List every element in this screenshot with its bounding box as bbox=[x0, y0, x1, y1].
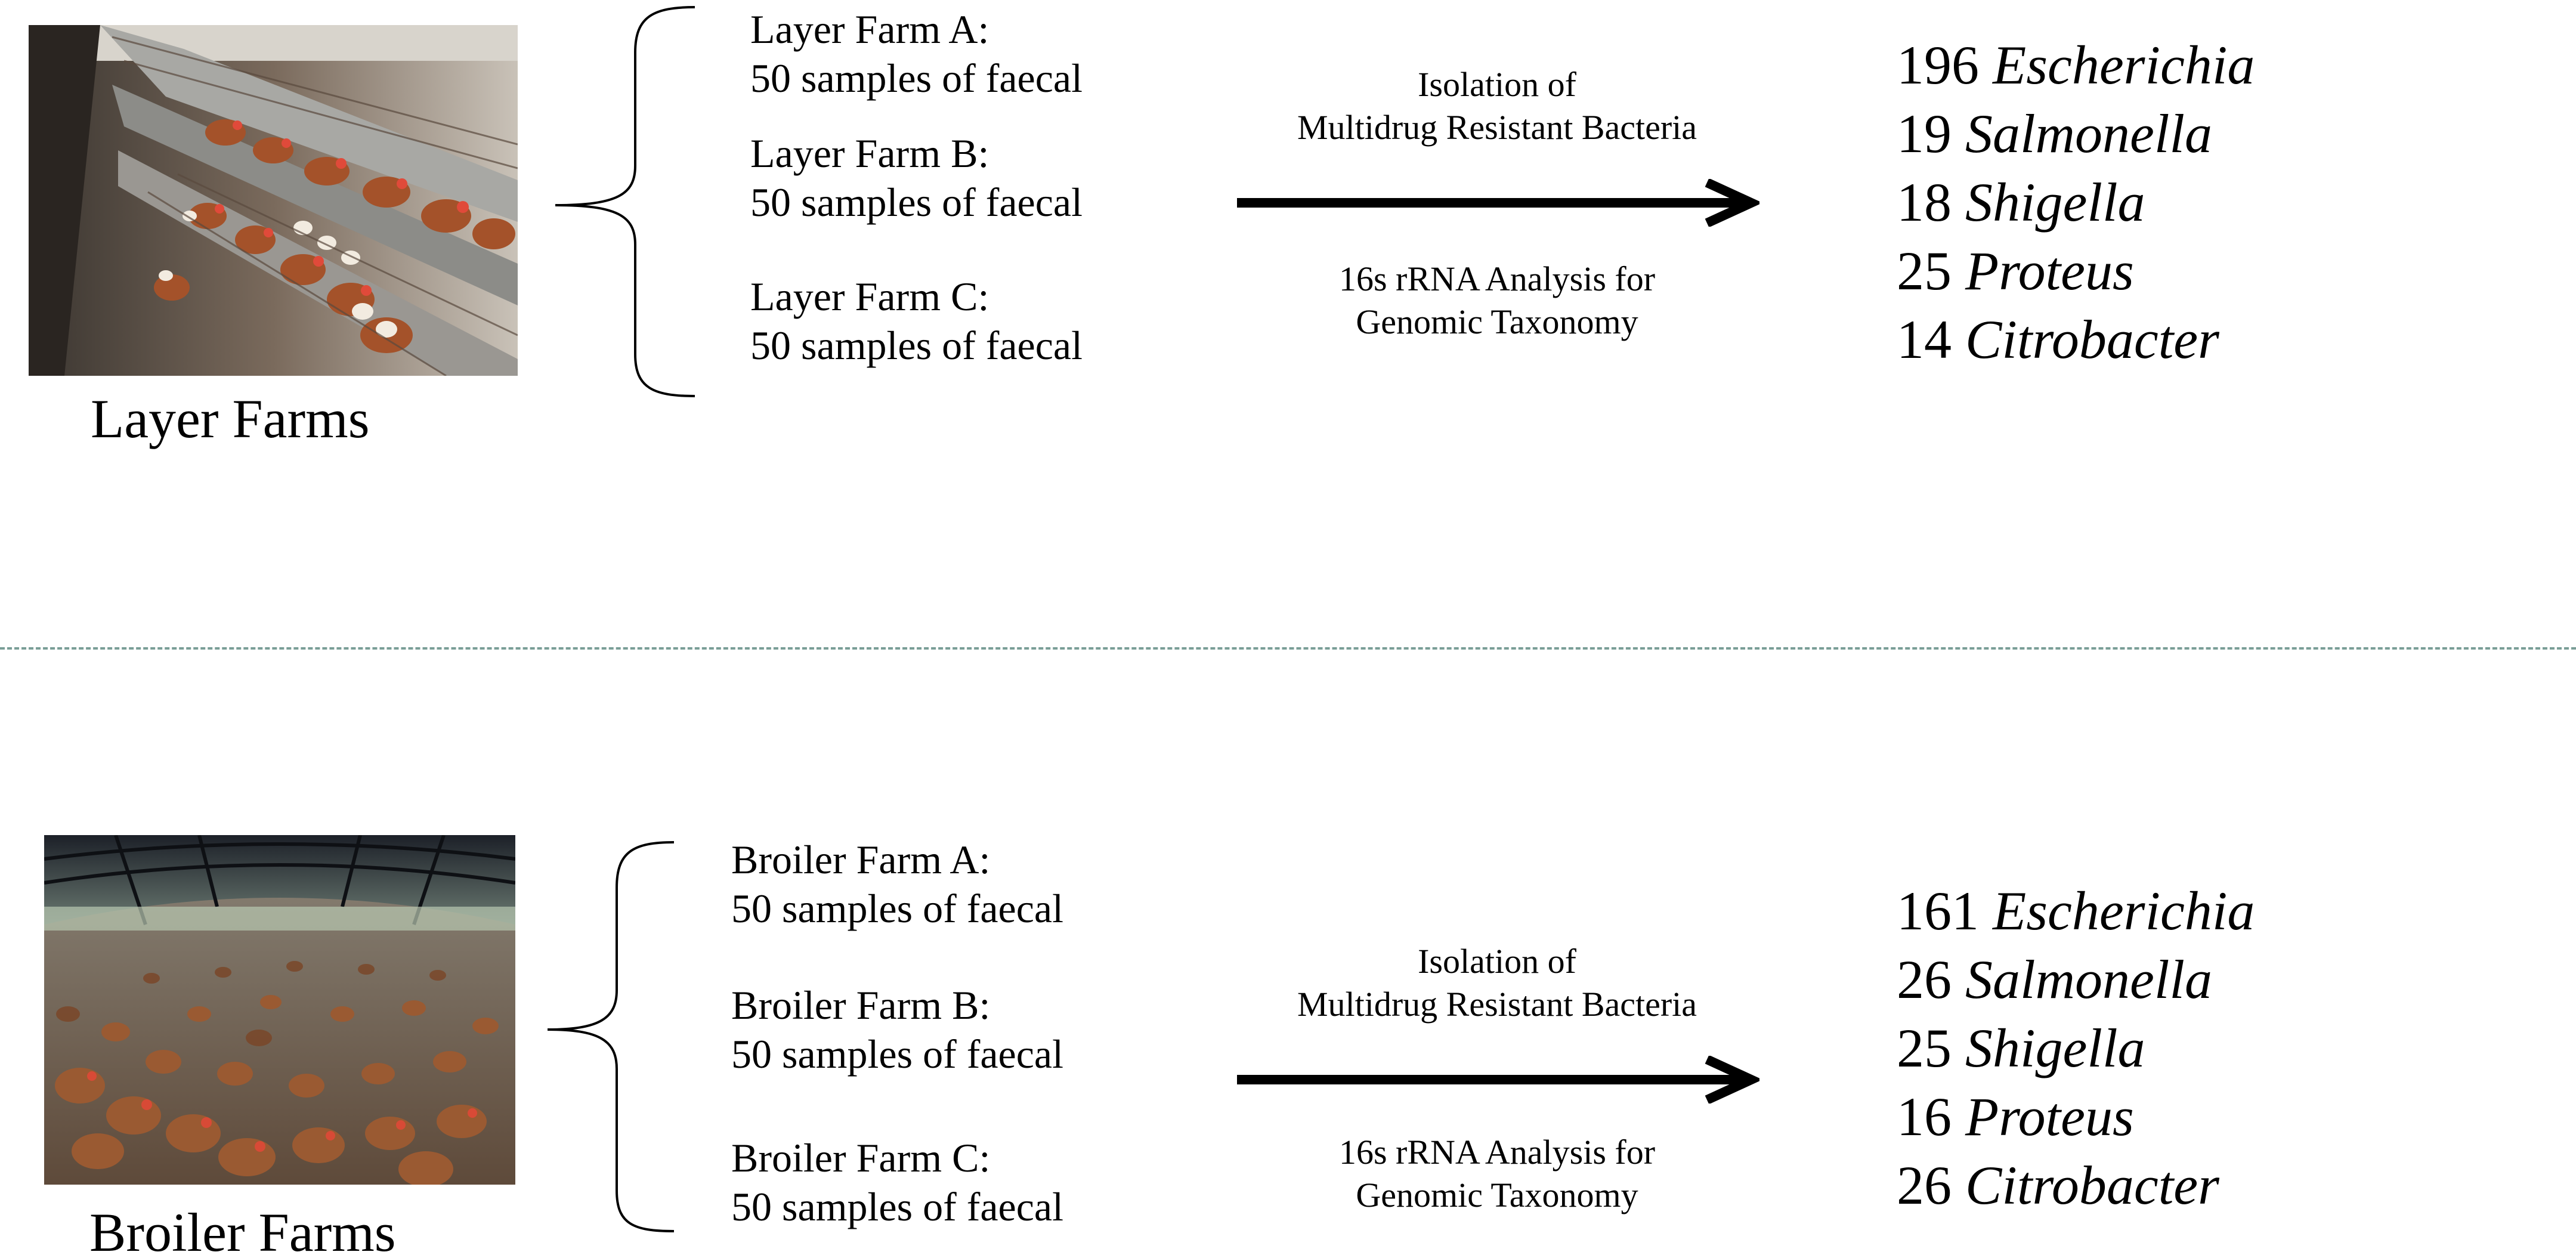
broiler-farm-a bbox=[731, 835, 1063, 933]
result-row bbox=[1897, 168, 2255, 237]
broiler-farms-brace bbox=[544, 840, 699, 1234]
layer-farm-c bbox=[750, 272, 1083, 370]
result-row bbox=[1897, 237, 2255, 305]
result-count: 26 bbox=[1897, 1155, 1952, 1216]
result-count: 14 bbox=[1897, 309, 1952, 370]
farm-samples: 50 samples of faecal bbox=[731, 886, 1063, 931]
process-line: 16s rRNA Analysis for bbox=[1338, 1133, 1656, 1172]
process-line: 16s rRNA Analysis for bbox=[1338, 259, 1656, 298]
process-line: Multidrug Resistant Bacteria bbox=[1297, 985, 1697, 1024]
layer-farm-photo bbox=[29, 25, 518, 376]
result-row bbox=[1897, 945, 2255, 1014]
farm-name: Broiler Farm C: bbox=[731, 1135, 991, 1180]
result-genus: Salmonella bbox=[1965, 103, 2212, 164]
farm-name: Layer Farm B: bbox=[750, 131, 989, 176]
farm-name: Layer Farm C: bbox=[750, 274, 989, 319]
process-line: Multidrug Resistant Bacteria bbox=[1297, 108, 1697, 147]
result-row bbox=[1897, 1151, 2255, 1220]
result-genus: Citrobacter bbox=[1965, 309, 2219, 370]
broiler-process-label-top bbox=[1199, 940, 1795, 1026]
result-genus: Escherichia bbox=[1993, 880, 2255, 941]
result-genus: Citrobacter bbox=[1965, 1155, 2219, 1216]
result-count: 161 bbox=[1897, 880, 1979, 941]
broiler-farm-c bbox=[731, 1133, 1063, 1231]
result-row bbox=[1897, 100, 2255, 168]
layer-farm-a bbox=[750, 5, 1083, 103]
result-count: 196 bbox=[1897, 35, 1979, 95]
farm-name: Layer Farm A: bbox=[750, 7, 989, 52]
farm-name: Broiler Farm A: bbox=[731, 837, 991, 882]
result-genus: Proteus bbox=[1965, 240, 2134, 301]
layer-process-label-top bbox=[1199, 63, 1795, 149]
section-divider bbox=[0, 647, 2576, 650]
layer-farms-brace bbox=[552, 5, 707, 398]
broiler-process-arrow bbox=[1235, 1056, 1759, 1104]
result-genus: Proteus bbox=[1965, 1086, 2134, 1147]
layer-farms-panel bbox=[0, 0, 2576, 596]
process-line: Genomic Taxonomy bbox=[1356, 1176, 1638, 1214]
layer-process-label-bottom bbox=[1199, 258, 1795, 344]
result-count: 25 bbox=[1897, 240, 1952, 301]
farm-samples: 50 samples of faecal bbox=[750, 55, 1083, 101]
layer-farm-b bbox=[750, 129, 1083, 227]
process-line: Isolation of bbox=[1418, 942, 1576, 981]
process-line: Isolation of bbox=[1418, 65, 1576, 104]
result-genus: Salmonella bbox=[1965, 949, 2212, 1010]
result-row bbox=[1897, 1083, 2255, 1151]
result-count: 18 bbox=[1897, 172, 1952, 233]
broiler-house-chickens-photo-icon bbox=[44, 835, 515, 1185]
broiler-farms-caption: Broiler Farms bbox=[89, 1202, 396, 1258]
farm-samples: 50 samples of faecal bbox=[750, 180, 1083, 225]
result-genus: Shigella bbox=[1965, 1018, 2145, 1078]
result-row bbox=[1897, 31, 2255, 100]
result-count: 16 bbox=[1897, 1086, 1952, 1147]
layer-results-list bbox=[1897, 31, 2255, 374]
result-genus: Shigella bbox=[1965, 172, 2145, 233]
result-row bbox=[1897, 1014, 2255, 1083]
broiler-process-label-bottom bbox=[1199, 1131, 1795, 1217]
layer-cage-hens-photo-icon bbox=[29, 25, 518, 376]
result-count: 25 bbox=[1897, 1018, 1952, 1078]
process-line: Genomic Taxonomy bbox=[1356, 302, 1638, 341]
broiler-results-list bbox=[1897, 877, 2255, 1220]
result-genus: Escherichia bbox=[1993, 35, 2255, 95]
layer-farms-caption: Layer Farms bbox=[91, 388, 370, 449]
result-row bbox=[1897, 877, 2255, 945]
broiler-farm-photo bbox=[44, 835, 515, 1185]
result-count: 26 bbox=[1897, 949, 1952, 1010]
result-count: 19 bbox=[1897, 103, 1952, 164]
broiler-farm-b bbox=[731, 981, 1063, 1078]
result-row bbox=[1897, 305, 2255, 374]
farm-samples: 50 samples of faecal bbox=[731, 1031, 1063, 1077]
farm-samples: 50 samples of faecal bbox=[731, 1184, 1063, 1229]
farm-name: Broiler Farm B: bbox=[731, 982, 991, 1028]
farm-samples: 50 samples of faecal bbox=[750, 323, 1083, 368]
broiler-farms-panel bbox=[0, 835, 2576, 1258]
layer-process-arrow bbox=[1235, 179, 1759, 227]
